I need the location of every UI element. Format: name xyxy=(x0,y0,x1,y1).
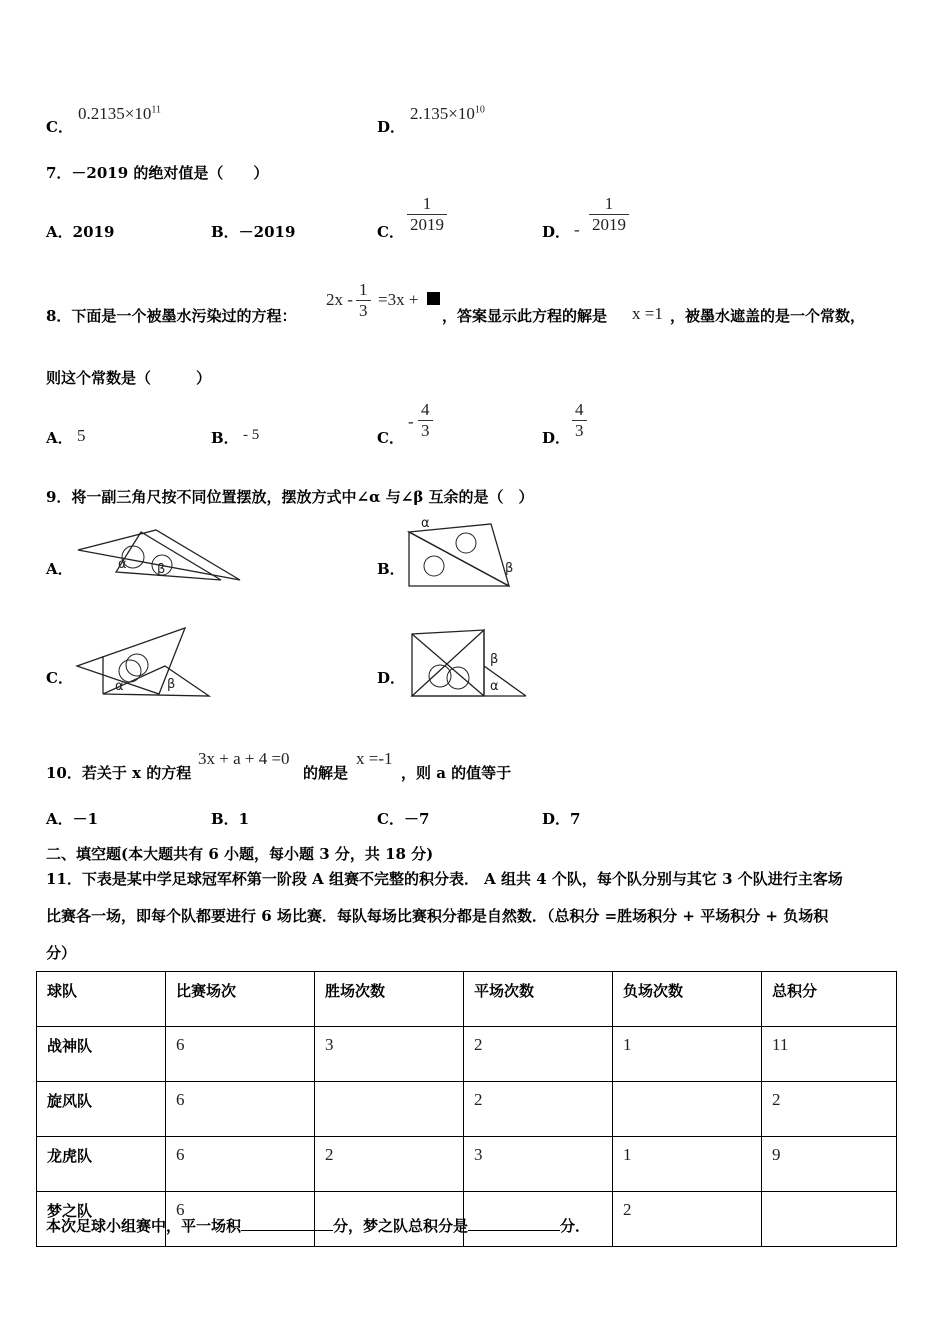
q7-option-a: A．2019 xyxy=(46,223,115,241)
q10-option-c: C．－7 xyxy=(377,810,430,828)
table-cell: 梦之队 xyxy=(37,1192,166,1247)
table-row xyxy=(37,1082,897,1137)
table-header: 球队 xyxy=(37,972,166,1027)
q9-figure-c xyxy=(75,626,220,701)
q10-stem-middle: 的解是 xyxy=(303,764,349,782)
table-cell: 11 xyxy=(762,1027,897,1082)
svg-text:β: β xyxy=(505,561,514,576)
table-cell: 1 xyxy=(613,1137,762,1192)
q9-stem: 9．将一副三角尺按不同位置摆放，摆放方式中∠α 与∠β 互余的是（ ） xyxy=(46,488,534,506)
q9-option-d-label: D． xyxy=(377,669,406,687)
q8-stem-line2: 则这个常数是（ ） xyxy=(46,369,212,387)
table-cell: 2 xyxy=(315,1137,464,1192)
table-cell xyxy=(613,1082,762,1137)
q8-option-d-fraction: $\frac{4}{3}$ xyxy=(572,400,587,441)
q8-stem-suffix: ，被墨水遮盖的是一个常数， xyxy=(670,307,866,325)
q10-option-a: A．－1 xyxy=(46,810,99,828)
q6-option-d-label: D． xyxy=(377,118,406,136)
q6-option-c-value: $0.2135\times 10^{11}$ xyxy=(78,104,161,123)
svg-text:α: α xyxy=(421,516,430,531)
q8-option-d-label: D． xyxy=(542,429,571,447)
q10-stem-suffix: ，则 a 的值等于 xyxy=(401,764,512,782)
svg-text:β: β xyxy=(490,652,499,667)
q10-equation: 3x + a + 4 =0 xyxy=(198,749,290,768)
q10-option-b: B．1 xyxy=(211,810,250,828)
table-cell: 龙虎队 xyxy=(37,1137,166,1192)
table-header: 比赛场次 xyxy=(166,972,315,1027)
q8-stem-middle: ，答案显示此方程的解是 xyxy=(442,307,608,325)
table-cell: 2 xyxy=(464,1027,613,1082)
q11-ask-part2: 分，梦之队总积分是 xyxy=(333,1217,469,1235)
q11-stem-line3: 分） xyxy=(46,944,77,962)
q8-option-a-value: 5 xyxy=(77,426,86,445)
q11-stem-line2: 比赛各一场，即每个队都要进行 6 场比赛．每队每场比赛积分都是自然数．（总积分 =胜场积分 + 平场积分 + 负场积 xyxy=(46,907,829,925)
q8-equation-right: =3x + xyxy=(378,290,419,309)
table-cell: 2 xyxy=(464,1082,613,1137)
q11-question xyxy=(46,1215,590,1236)
svg-text:α: α xyxy=(490,679,499,694)
section-title: 二、填空题(本大题共有 6 小题，每小题 3 分，共 18 分) xyxy=(46,845,434,863)
table-row xyxy=(37,1027,897,1082)
table-cell: 9 xyxy=(762,1137,897,1192)
q6-option-c-label: C． xyxy=(46,118,73,136)
q8-option-b-value: - 5 xyxy=(243,427,260,443)
q9-figure-b xyxy=(405,514,525,594)
table-header-row xyxy=(37,972,897,1027)
q9-option-b-label: B． xyxy=(377,560,405,578)
q11-stem-line1: 11．下表是某中学足球冠军杯第一阶段 A 组赛不完整的积分表． A 组共 4 个队，每个队分别与其它 3 个队进行主客场 xyxy=(46,870,843,888)
q8-option-c-fraction: $\frac{4}{3}$ xyxy=(418,400,433,441)
table-cell: 2 xyxy=(762,1082,897,1137)
q7-option-c-fraction: $\frac{1}{2019}$ xyxy=(407,194,447,235)
q7-option-d-fraction: $\frac{1}{2019}$ xyxy=(589,194,629,235)
table-header: 总积分 xyxy=(762,972,897,1027)
svg-text:α: α xyxy=(115,679,124,694)
table-cell: 6 xyxy=(166,1137,315,1192)
score-table xyxy=(36,971,897,1247)
q6-option-d-value: $2.135\times 10^{10}$ xyxy=(410,104,485,123)
q8-option-c-sign: - xyxy=(408,412,414,431)
table-cell: 6 xyxy=(166,1192,315,1247)
q8-equation-fraction: $\frac{1}{3}$ xyxy=(356,280,371,321)
q9-option-a-label: A． xyxy=(46,560,73,578)
q9-figure-a xyxy=(76,528,246,588)
svg-text:β: β xyxy=(157,562,166,577)
q7-option-b: B．－2019 xyxy=(211,223,296,241)
ink-blot xyxy=(427,292,440,305)
table-cell: 6 xyxy=(166,1027,315,1082)
answer-blank[interactable] xyxy=(468,1216,560,1231)
table-cell: 旋风队 xyxy=(37,1082,166,1137)
table-cell xyxy=(762,1192,897,1247)
table-cell: 3 xyxy=(464,1137,613,1192)
table-row xyxy=(37,1137,897,1192)
q8-option-b-label: B． xyxy=(211,429,239,447)
q8-stem-prefix: 8．下面是一个被墨水污染过的方程： xyxy=(46,307,297,325)
table-cell: 2 xyxy=(613,1192,762,1247)
q8-equation-left: 2x - xyxy=(326,290,353,309)
q8-option-a-label: A． xyxy=(46,429,73,447)
table-cell: 3 xyxy=(315,1027,464,1082)
answer-blank[interactable] xyxy=(241,1216,333,1231)
table-header: 胜场次数 xyxy=(315,972,464,1027)
q8-solution: x =1 xyxy=(632,304,663,323)
table-cell: 1 xyxy=(613,1027,762,1082)
q9-figure-d xyxy=(408,626,533,701)
q7-option-d-label: D． xyxy=(542,223,571,241)
q10-option-d: D．7 xyxy=(542,810,581,828)
table-cell: 6 xyxy=(166,1082,315,1137)
q7-option-c-label: C． xyxy=(377,223,404,241)
svg-text:α: α xyxy=(118,557,127,572)
table-cell xyxy=(315,1082,464,1137)
svg-text:β: β xyxy=(167,677,176,692)
q9-option-c-label: C． xyxy=(46,669,73,687)
table-header: 负场次数 xyxy=(613,972,762,1027)
table-header: 平场次数 xyxy=(464,972,613,1027)
q10-solution: x =-1 xyxy=(356,749,393,768)
table-cell: 战神队 xyxy=(37,1027,166,1082)
q11-ask-part3: 分． xyxy=(560,1217,591,1235)
q8-option-c-label: C． xyxy=(377,429,404,447)
q7-option-d-sign: - xyxy=(574,220,580,239)
q7-stem: 7．－2019 的绝对值是（ ） xyxy=(46,164,269,182)
q11-ask-part1: 本次足球小组赛中，平一场积 xyxy=(46,1217,242,1235)
q10-stem-prefix: 10．若关于 x 的方程 xyxy=(46,764,192,782)
